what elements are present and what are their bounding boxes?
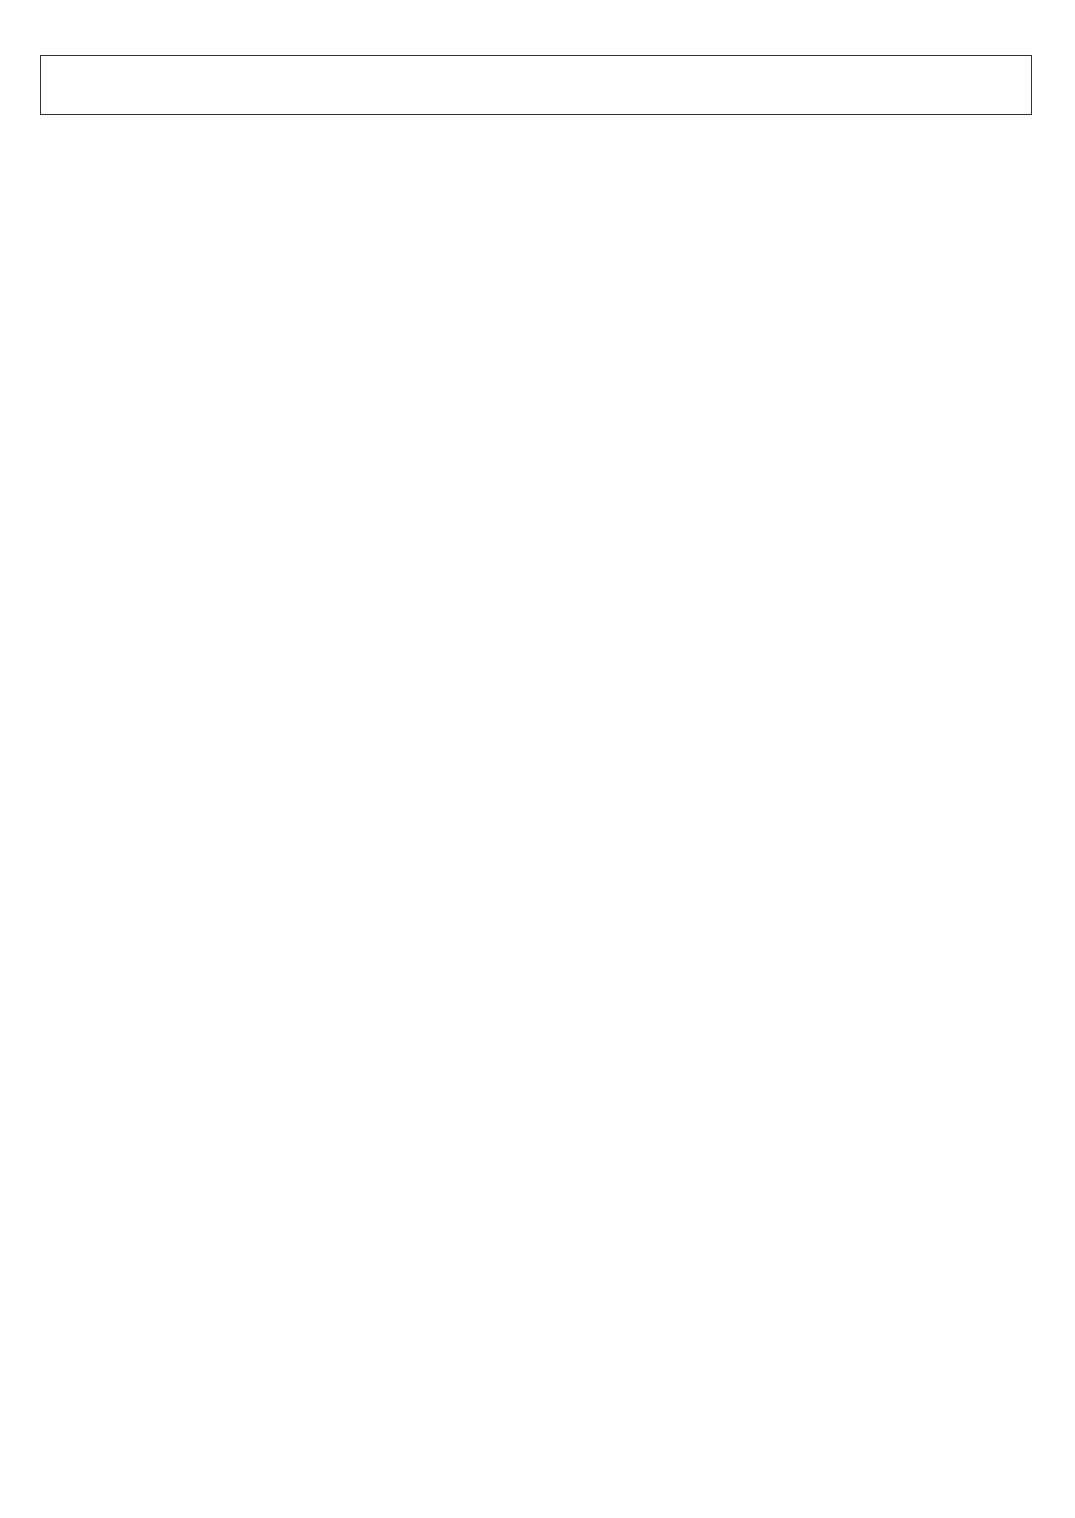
- schedule-table: [40, 55, 1032, 115]
- page-title: [41, 56, 1032, 115]
- schedule-sheet: [40, 55, 1032, 115]
- title-row: [41, 56, 1032, 115]
